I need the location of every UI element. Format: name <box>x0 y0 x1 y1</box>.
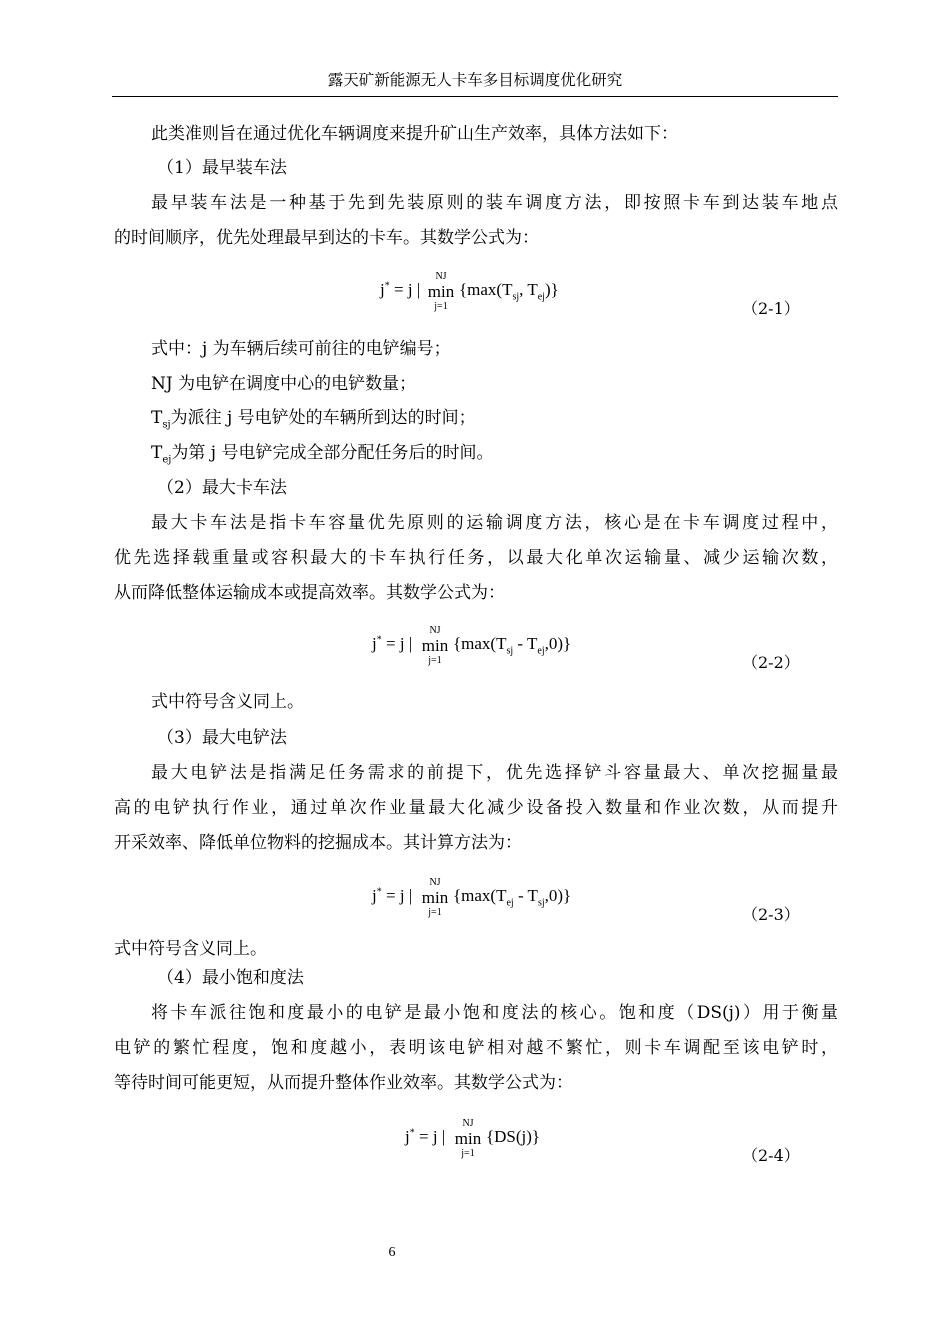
formula-rhs: {$\max(T_{sj}$, $T_{ej}$)} <box>459 280 559 303</box>
page-number: 6 <box>388 1245 396 1260</box>
formula-rhs: $\{\max(T_{ej} - T_{sj},0)\}$ <box>453 886 572 909</box>
paragraph-line: 优先选择载重量或容积最大的卡车执行任务，以最大化单次运输量、减少运输次数， <box>114 548 838 568</box>
paragraph-line: 电铲的繁忙程度，饱和度越小，表明该电铲相对越不繁忙，则卡车调配至该电铲时， <box>114 1038 838 1058</box>
paragraph-line: 高的电铲执行作业，通过单次作业量最大化减少设备投入数量和作业次数，从而提升 <box>114 798 838 818</box>
note-same-symbols: 式中符号含义同上。 <box>114 939 267 959</box>
formula-rhs: {DS(j)} <box>486 1127 541 1146</box>
min-operator: NJ min j=1 <box>427 271 455 312</box>
formula-2-3 <box>372 868 592 918</box>
section-heading-1: （1）最早装车法 <box>157 158 287 178</box>
paragraph-line: 将卡车派往饱和度最小的电铲是最小饱和度法的核心。饱和度（DS(j)）用于衡量 <box>151 1003 838 1023</box>
equation-number: （2-1） <box>742 299 800 318</box>
intro-sentence: 此类准则旨在通过优化车辆调度来提升矿山生产效率，具体方法如下： <box>151 124 678 144</box>
formula-lhs: j* = j | <box>380 280 421 299</box>
paragraph-line: 的时间顺序，优先处理最早到达的卡车。其数学公式为： <box>114 228 539 248</box>
paragraph-line: 最大卡车法是指卡车容量优先原则的运输调度方法，核心是在卡车调度过程中， <box>151 513 838 533</box>
paragraph-line: 等待时间可能更短，从而提升整体作业效率。其数学公式为： <box>114 1073 573 1093</box>
min-operator: NJ min j=1 <box>421 625 449 666</box>
equation-number: （2-4） <box>742 1146 800 1165</box>
note-same-symbols: 式中符号含义同上。 <box>151 692 304 712</box>
paragraph-line: 最早装车法是一种基于先到先装原则的装车调度方法，即按照卡车到达装车地点 <box>151 193 838 213</box>
section-heading-2: （2）最大卡车法 <box>157 478 287 498</box>
header-rule <box>112 96 838 97</box>
formula-2-4 <box>405 1109 565 1159</box>
min-operator: NJ min j=1 <box>454 1118 482 1159</box>
paragraph-line: 开采效率、降低单位物料的挖掘成本。其计算方法为： <box>114 833 522 853</box>
definition-line: $T_{ej}$为第 j 号电铲完成全部分配任务后的时间。 <box>151 443 494 466</box>
paragraph-line: 最大电铲法是指满足任务需求的前提下，优先选择铲斗容量最大、单次挖掘量最 <box>151 763 838 783</box>
equation-number: （2-3） <box>742 905 800 924</box>
equation-number: （2-2） <box>742 653 800 672</box>
definition-line: 式中：j 为车辆后续可前往的电铲编号； <box>151 339 451 359</box>
formula-2-1 <box>380 262 600 312</box>
section-heading-3: （3）最大电铲法 <box>157 728 287 748</box>
min-operator: NJ min j=1 <box>421 877 449 918</box>
definition-line: NJ 为电铲在调度中心的电铲数量； <box>151 374 417 394</box>
paragraph-line: 从而降低整体运输成本或提高效率。其数学公式为： <box>114 583 505 603</box>
formula-lhs: j* = j | <box>372 634 413 653</box>
running-header: 露天矿新能源无人卡车多目标调度优化研究 <box>327 71 623 89</box>
formula-2-2 <box>372 616 592 666</box>
formula-lhs: j* = j | <box>405 1127 446 1146</box>
formula-lhs: j* = j | <box>372 886 413 905</box>
section-heading-4: （4）最小饱和度法 <box>157 968 304 988</box>
definition-line: $T_{sj}$为派往 j 号电铲处的车辆所到达的时间； <box>151 408 476 431</box>
formula-rhs: $\{\max(T_{sj} - T_{ej},0)\}$ <box>453 634 572 657</box>
